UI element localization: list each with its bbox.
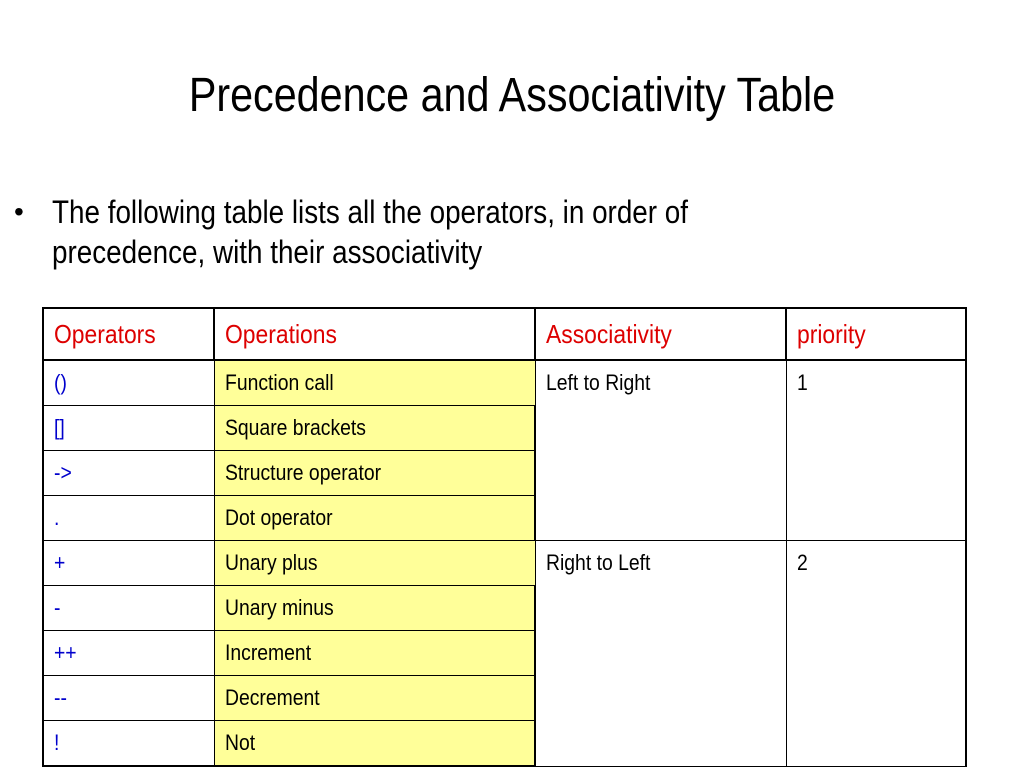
operation-cell: Unary plus [214, 541, 535, 586]
operation-cell: Unary minus [214, 586, 535, 631]
table-header-row [43, 308, 966, 360]
operator-cell: - [43, 586, 214, 631]
table-row [43, 360, 966, 406]
header-operations: Operations [214, 308, 535, 360]
operation-cell: Increment [214, 631, 535, 676]
operation-cell: Dot operator [214, 496, 535, 541]
operator-cell: ! [43, 721, 214, 767]
precedence-table [42, 307, 967, 767]
operation-cell: Decrement [214, 676, 535, 721]
table-row [43, 541, 966, 586]
operator-cell: () [43, 360, 214, 406]
bullet-line-1: The following table lists all the operators, in order of [52, 194, 689, 230]
operator-cell: + [43, 541, 214, 586]
header-priority: priority [786, 308, 966, 360]
operator-cell: -- [43, 676, 214, 721]
operator-cell: ++ [43, 631, 214, 676]
operator-cell: [] [43, 406, 214, 451]
priority-cell: 2 [786, 541, 966, 767]
header-associativity: Associativity [535, 308, 786, 360]
bullet-text [52, 192, 818, 272]
operation-cell: Structure operator [214, 451, 535, 496]
bullet-line-2: precedence, with their associativity [52, 234, 483, 270]
operator-cell: . [43, 496, 214, 541]
associativity-cell: Left to Right [535, 360, 786, 541]
header-operators: Operators [43, 308, 214, 360]
slide-title: Precedence and Associativity Table [188, 69, 836, 122]
priority-cell: 1 [786, 360, 966, 541]
operation-cell: Not [214, 721, 535, 767]
operation-cell: Square brackets [214, 406, 535, 451]
associativity-cell: Right to Left [535, 541, 786, 767]
bullet-marker: • [14, 196, 24, 227]
operator-cell: -> [43, 451, 214, 496]
operation-cell: Function call [214, 360, 535, 406]
